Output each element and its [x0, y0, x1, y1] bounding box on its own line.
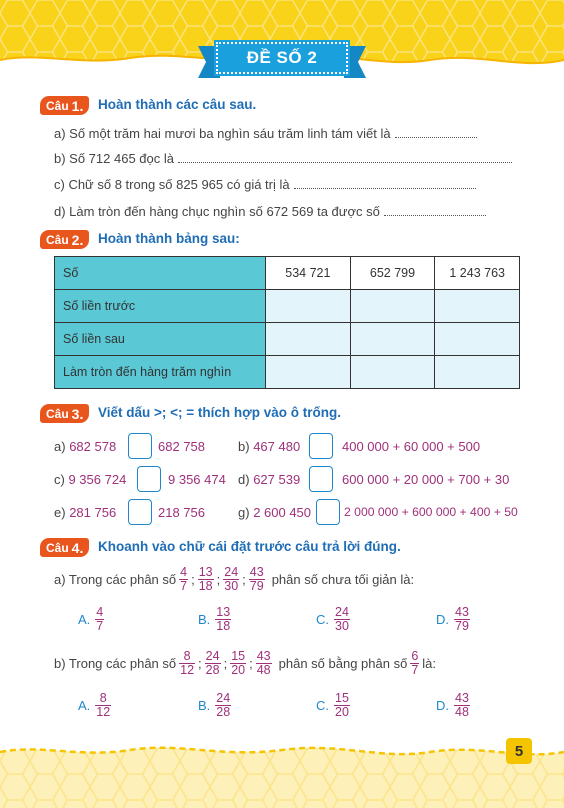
footer-honeycomb-band — [0, 722, 564, 808]
q1-line-a-text: a) Số một trăm hai mươi ba nghìn sáu trăm linh tám viết là — [54, 126, 391, 141]
question-4-badge-word: Câu — [46, 540, 69, 555]
answer-dots — [294, 179, 476, 189]
option-letter: B. — [198, 612, 211, 627]
q4a-question: a) Trong các phân số $\frac{4}{7}$ ; $\frac{13}{18}$ ; $\frac{24}{30}$ ; $\frac{43}{79}$ phân số chưa tối giản là: — [54, 565, 415, 593]
compare-left-value: 2 600 450 — [253, 505, 312, 520]
option-letter: C. — [316, 612, 329, 627]
q1-line-c-text: c) Chữ số 8 trong số 825 965 có giá trị là — [54, 177, 290, 192]
table-value-cell: 1 243 763 — [435, 257, 520, 290]
question-3-badge — [40, 404, 89, 423]
fraction: $\frac{15}{20}$ — [231, 649, 246, 677]
option-a[interactable] — [78, 692, 112, 719]
question-2-badge — [40, 230, 89, 249]
question-1-badge — [40, 96, 89, 115]
page-title: ĐỀ SỐ 2 — [216, 42, 348, 74]
compare-label: b) — [238, 439, 250, 454]
option-letter: B. — [198, 698, 211, 713]
option-letter: D. — [436, 698, 449, 713]
fraction: $\frac{43}{79}$ — [249, 565, 264, 593]
option-c[interactable] — [316, 606, 351, 633]
q1-line-a — [54, 126, 477, 141]
fraction: $\frac{24}{28}$ — [205, 649, 220, 677]
question-3-badge-number: 3. — [71, 405, 84, 422]
compare-label: g) — [238, 505, 250, 520]
compare-item-a — [54, 439, 116, 454]
fraction: $\frac{24}{30}$ — [224, 565, 239, 593]
compare-label: a) — [54, 439, 66, 454]
compare-label: e) — [54, 505, 66, 520]
compare-right-value: 682 758 — [158, 439, 205, 454]
compare-answer-box[interactable] — [128, 499, 152, 525]
table-header-label: Số — [55, 257, 266, 290]
table-answer-cell[interactable] — [435, 323, 520, 356]
fraction: $\frac{4}{7}$ — [180, 565, 188, 593]
question-3-badge-word: Câu — [46, 406, 69, 421]
fraction: $\frac{24}{30}$ — [335, 605, 349, 633]
compare-left-value: 281 756 — [69, 505, 117, 520]
compare-right-value: 400 000 + 60 000 + 500 — [342, 439, 481, 454]
table-row — [55, 290, 520, 323]
page-number: 5 — [506, 738, 532, 764]
option-b[interactable] — [198, 606, 232, 633]
fraction: $\frac{4}{7}$ — [96, 605, 104, 633]
table-answer-cell[interactable] — [350, 290, 435, 323]
table-answer-cell[interactable] — [350, 323, 435, 356]
compare-right-value: 9 356 474 — [168, 472, 226, 487]
option-d[interactable] — [436, 692, 471, 719]
table-answer-cell[interactable] — [266, 323, 351, 356]
table-answer-cell[interactable] — [435, 356, 520, 389]
question-2-title: Hoàn thành bảng sau: — [98, 231, 240, 246]
compare-item-d — [238, 472, 300, 487]
table-value-cell: 534 721 — [266, 257, 351, 290]
compare-answer-box[interactable] — [309, 466, 333, 492]
table-row — [55, 356, 520, 389]
compare-item-g — [238, 505, 311, 520]
compare-answer-box[interactable] — [309, 433, 333, 459]
option-c[interactable] — [316, 692, 351, 719]
compare-left-value: 467 480 — [253, 439, 301, 454]
question-4-badge-number: 4. — [71, 539, 84, 556]
q1-line-c — [54, 177, 476, 192]
q4b-question: b) Trong các phân số $\frac{8}{12}$ ; $\frac{24}{28}$ ; $\frac{15}{20}$ ; $\frac{43}{48}$ phân số bằng phân số $\frac{6}{7}$ là: — [54, 649, 436, 677]
compare-label: d) — [238, 472, 250, 487]
question-4-badge — [40, 538, 89, 557]
compare-answer-box[interactable] — [128, 433, 152, 459]
fraction: $\frac{8}{12}$ — [180, 649, 195, 677]
option-letter: A. — [78, 698, 91, 713]
fraction: $\frac{15}{20}$ — [335, 691, 349, 719]
fraction: $\frac{43}{48}$ — [455, 691, 469, 719]
table-row — [55, 323, 520, 356]
question-2-badge-number: 2. — [71, 231, 84, 248]
fraction: $\frac{43}{48}$ — [256, 649, 271, 677]
question-4-title: Khoanh vào chữ cái đặt trước câu trả lời đúng. — [98, 539, 401, 554]
question-1-badge-word: Câu — [46, 98, 69, 113]
number-table — [54, 256, 520, 389]
compare-left-value: 627 539 — [253, 472, 301, 487]
compare-item-c — [54, 472, 126, 487]
fraction: $\frac{43}{79}$ — [455, 605, 469, 633]
question-1-badge-number: 1. — [71, 97, 84, 114]
table-answer-cell[interactable] — [350, 356, 435, 389]
fraction: $\frac{13}{18}$ — [216, 605, 231, 633]
table-value-cell: 652 799 — [350, 257, 435, 290]
compare-left-value: 682 578 — [69, 439, 117, 454]
q4b-middle: phân số bằng phân số — [278, 656, 408, 671]
q4b-prefix: b) Trong các phân số — [54, 656, 177, 671]
question-1-title: Hoàn thành các câu sau. — [98, 97, 257, 112]
answer-dots — [178, 153, 512, 163]
table-answer-cell[interactable] — [266, 356, 351, 389]
option-d[interactable] — [436, 606, 471, 633]
fraction: $\frac{24}{28}$ — [216, 691, 231, 719]
compare-label: c) — [54, 472, 65, 487]
question-3-title: Viết dấu >; <; = thích hợp vào ô trống. — [98, 405, 341, 420]
q4a-suffix: phân số chưa tối giản là: — [271, 572, 415, 587]
compare-right-value: 600 000 + 20 000 + 700 + 30 — [342, 472, 510, 487]
q1-line-d-text: d) Làm tròn đến hàng chục nghìn số 672 569 ta được số — [54, 204, 380, 219]
option-b[interactable] — [198, 692, 232, 719]
compare-answer-box[interactable] — [137, 466, 161, 492]
option-a[interactable] — [78, 606, 105, 633]
option-letter: A. — [78, 612, 91, 627]
q4b-suffix: là: — [422, 656, 436, 671]
q1-line-b-text: b) Số 712 465 đọc là — [54, 151, 174, 166]
compare-answer-box[interactable] — [316, 499, 340, 525]
compare-right-value: 2 000 000 + 600 000 + 400 + 50 — [344, 505, 518, 519]
answer-dots — [395, 128, 477, 138]
fraction: $\frac{13}{18}$ — [198, 565, 213, 593]
q1-line-b — [54, 151, 512, 166]
compare-left-value: 9 356 724 — [68, 472, 127, 487]
table-row — [55, 257, 520, 290]
table-row-label: Làm tròn đến hàng trăm nghìn — [55, 356, 266, 389]
option-letter: C. — [316, 698, 329, 713]
table-answer-cell[interactable] — [266, 290, 351, 323]
q4a-prefix: a) Trong các phân số — [54, 572, 177, 587]
fraction: $\frac{8}{12}$ — [96, 691, 111, 719]
table-row-label: Số liền trước — [55, 290, 266, 323]
q1-line-d — [54, 204, 486, 219]
compare-item-b — [238, 439, 300, 454]
compare-item-e — [54, 505, 116, 520]
question-2-badge-word: Câu — [46, 232, 69, 247]
compare-right-value: 218 756 — [158, 505, 205, 520]
answer-dots — [384, 206, 486, 216]
target-fraction: $\frac{6}{7}$ — [411, 649, 419, 677]
table-answer-cell[interactable] — [435, 290, 520, 323]
table-row-label: Số liền sau — [55, 323, 266, 356]
option-letter: D. — [436, 612, 449, 627]
